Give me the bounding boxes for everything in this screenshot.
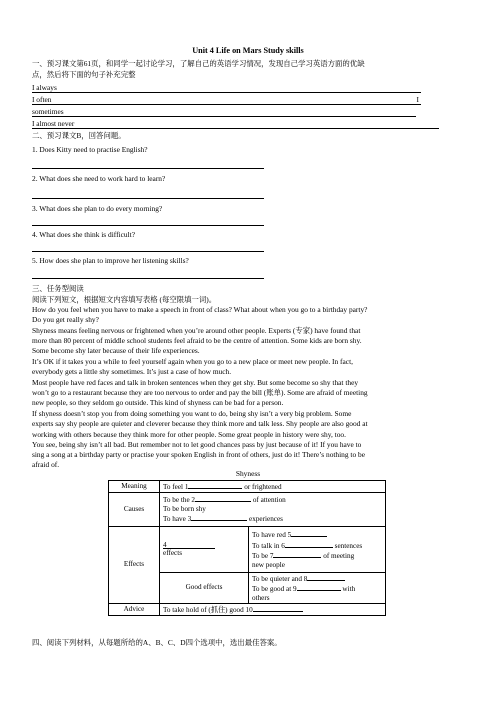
sec3-instruction: 阅读下列短文，根据短文内容填写表格 (每空限填一词)。	[32, 295, 217, 304]
fill-line-often[interactable]	[32, 95, 421, 105]
table-row	[109, 603, 386, 615]
meaning-text-b: or frightened	[244, 483, 282, 492]
question-4: 4. What does she think is difficult?	[32, 230, 135, 239]
meaning-label: Meaning	[109, 481, 160, 493]
answer-line-2[interactable]	[32, 198, 264, 199]
passage-line: You see, being shy isn’t all bad. But remember not to let good chances pass by just because of it! If you have to	[32, 440, 362, 449]
bad-effect-3: To be 7	[252, 552, 274, 561]
table-caption: Shyness	[235, 469, 261, 478]
cause-3-text-b: experiences	[249, 515, 283, 524]
answer-line-4[interactable]	[32, 251, 264, 252]
passage-line: Some become shy later because of their life experiences.	[32, 346, 200, 355]
answer-line-5[interactable]	[32, 278, 264, 279]
table-row	[109, 481, 386, 493]
cause-1-text: To be the 2	[163, 496, 196, 504]
blank-3[interactable]	[191, 513, 247, 521]
bad-effect-2-b: sentences	[334, 541, 363, 550]
sec4-heading: 四、阅读下列材料，从每题所给的A、B、C、D四个选项中，选出最佳答案。	[32, 638, 282, 647]
sec1-instruction-line1: 一、预习课文第61页，和同学一起讨论学习，了解自己的英语学习情况，发现自己学习英语方面的优缺	[32, 59, 365, 68]
good-effect-2-c: others	[252, 593, 270, 602]
passage-line: It’s OK if it takes you a while to feel yourself again when you go to a new place or meet new people. In fact,	[32, 357, 353, 366]
passage-line: working with others because they think more for other people. Some great people in history were shy, too.	[32, 430, 346, 439]
question-5: 5. How does she plan to improve her listening skills?	[32, 256, 189, 265]
passage-line: experts say shy people are quieter and cleverer because they think more and talk less. Shy people are also good at	[32, 419, 368, 428]
fill-line-label-i: I	[416, 95, 419, 104]
answer-line-1[interactable]	[32, 168, 264, 169]
fill-line-almost-never[interactable]	[32, 119, 439, 129]
table-row	[109, 493, 386, 527]
passage-line: everybody gets a little shy sometimes. It’s just a case of how much.	[32, 367, 232, 376]
cause-2-text: To be born shy	[163, 504, 206, 513]
bad-effect-3-c: new people	[252, 560, 285, 569]
blank-4-number: 4	[163, 540, 167, 549]
blank-5[interactable]	[291, 529, 327, 537]
blank-1[interactable]	[188, 481, 242, 489]
passage-line: afraid of.	[32, 460, 60, 469]
passage-line: sing a song at a birthday party or practise your spoken English in front of others, just do it! There’s nothing to be	[32, 450, 365, 459]
blank-7[interactable]	[273, 550, 321, 558]
causes-label: Causes	[109, 493, 160, 527]
passage-line: Shyness means feeling nervous or frightened when you’re around other people. Experts (专家) have found that	[32, 326, 361, 335]
meaning-text-a: To feel 1	[163, 483, 189, 492]
passage-line: Most people have red faces and talk in broken sentences when they get shy. But some become so shy that they	[32, 378, 359, 387]
bad-effects-cell	[160, 526, 249, 572]
advice-text: To take hold of (抓住) good 10	[163, 605, 253, 614]
passage-line: won’t go to a restaurant because they are too nervous to order and pay the bill (账单). Some are afraid of meeting	[32, 388, 368, 397]
good-effect-2: To be good at 9	[252, 585, 297, 594]
blank-6[interactable]	[285, 540, 333, 548]
bad-effects-label: effects	[163, 549, 183, 558]
good-effect-2-b: with	[342, 585, 356, 594]
fill-line-label: I almost never	[32, 119, 75, 128]
blank-9[interactable]	[297, 583, 341, 591]
advice-cell	[160, 603, 386, 615]
causes-cell	[160, 493, 386, 527]
question-2: 2. What does she need to work hard to learn?	[32, 174, 166, 183]
fill-line-label: sometimes	[32, 107, 64, 116]
good-effect-1: To be quieter and 8	[252, 574, 308, 583]
shyness-table	[108, 480, 386, 616]
answer-line-3[interactable]	[32, 225, 264, 226]
good-effects-label: Good effects	[160, 572, 249, 603]
blank-4[interactable]	[163, 541, 215, 549]
passage-line: How do you feel when you have to make a speech in front of class? What about when you go to a birthday party?	[32, 305, 368, 314]
worksheet-title: Unit 4 Life on Mars Study skills	[192, 46, 304, 55]
blank-8[interactable]	[307, 573, 345, 581]
table-row	[109, 526, 386, 572]
bad-effect-3-b: of meeting	[323, 552, 355, 561]
fill-line-always[interactable]	[32, 83, 421, 93]
sec3-heading: 三、任务型阅读	[32, 284, 84, 293]
question-1: 1. Does Kitty need to practise English?	[32, 145, 148, 154]
cause-1-text-b: of attention	[252, 496, 286, 504]
blank-10[interactable]	[253, 604, 303, 612]
bad-effects-list	[249, 526, 386, 572]
passage-line: more than 80 percent of middle school students feel afraid to be the centre of attention. Some kids are born shy.	[32, 336, 362, 345]
fill-line-label: I always	[32, 83, 57, 92]
sec1-instruction-line2: 点，然后将下面的句子补充完整	[32, 70, 136, 79]
question-3: 3. What does she plan to do every morning?	[32, 204, 163, 213]
passage-line: If shyness doesn’t stop you from doing something you want to do, being shy isn’t a very big problem. Some	[32, 409, 352, 418]
bad-effect-1: To have red 5	[252, 531, 292, 540]
good-effects-list	[249, 572, 386, 603]
blank-2[interactable]	[195, 494, 251, 502]
advice-label: Advice	[109, 603, 160, 615]
fill-line-sometimes[interactable]	[32, 107, 416, 117]
cause-3-text: To have 3	[163, 515, 192, 524]
fill-line-label: I often	[32, 95, 52, 104]
meaning-cell	[160, 481, 386, 493]
sec2-heading: 二、预习课文B，回答问题。	[32, 131, 126, 140]
effects-label: Effects	[109, 526, 160, 603]
passage-line: Do you get really shy?	[32, 315, 99, 324]
passage-line: new people, so they seldom go outside. This kind of shyness can be bad for a person.	[32, 398, 284, 407]
bad-effect-2: To talk in 6	[252, 541, 285, 550]
